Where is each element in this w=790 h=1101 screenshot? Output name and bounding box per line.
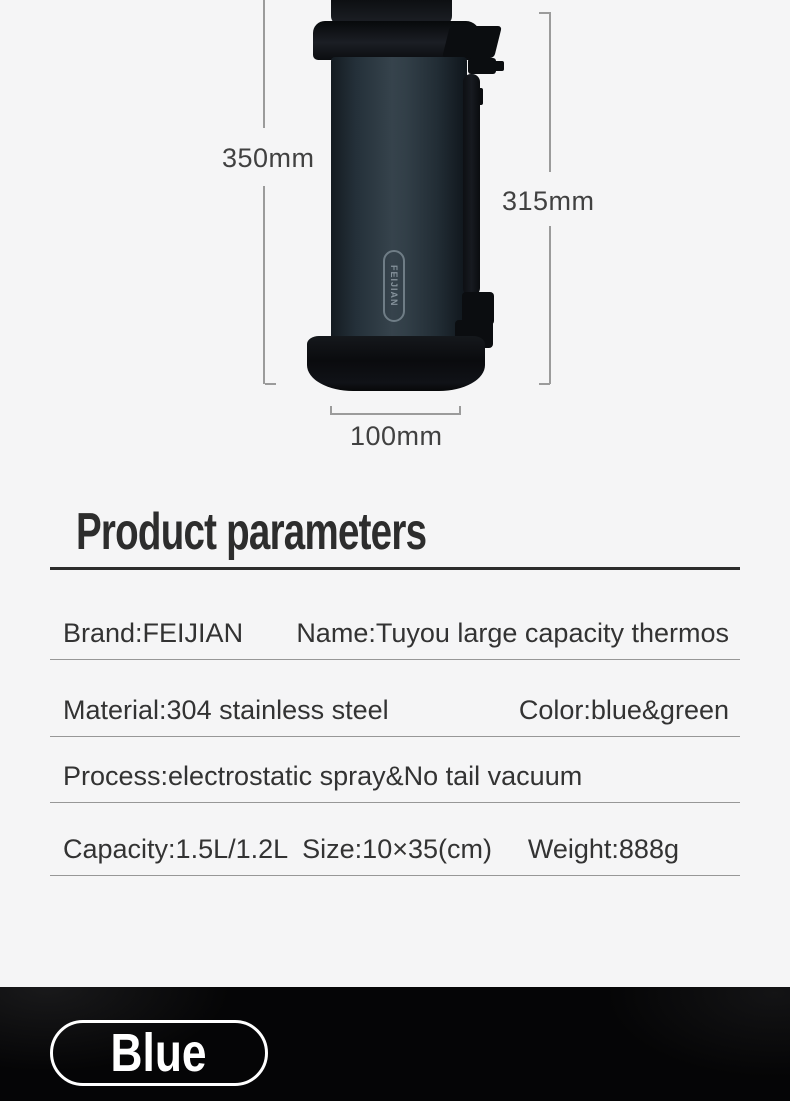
spec-row bbox=[50, 737, 740, 803]
spec-cell-process: Process:electrostatic spray&No tail vacuum bbox=[63, 761, 583, 791]
bottle-handle-clip-top bbox=[468, 58, 496, 74]
spec-cell-color: Color:blue&green bbox=[518, 695, 729, 725]
color-variant-badge bbox=[50, 1020, 268, 1086]
color-variant-label: Blue bbox=[111, 1023, 207, 1083]
bottle-handle-strap bbox=[463, 74, 480, 296]
spec-table bbox=[50, 570, 740, 876]
bottle-handle-mount bbox=[442, 26, 502, 58]
bottle-brand-logo: FEIJIAN bbox=[383, 250, 405, 322]
bottle-handle-knob bbox=[494, 61, 504, 71]
dimension-line-left-bottom bbox=[263, 186, 265, 384]
spec-cell-name: Name:Tuyou large capacity thermos bbox=[296, 618, 729, 648]
dimension-line-right-top bbox=[549, 12, 551, 172]
dimension-label-right: 315mm bbox=[502, 186, 595, 216]
spec-cell-size: Size:10×35(cm) bbox=[302, 834, 492, 864]
section-title-text: Product parameters bbox=[76, 503, 427, 561]
dimension-cap-left-bottom bbox=[265, 383, 276, 385]
specs-section bbox=[0, 504, 790, 987]
spec-cell-material: Material:304 stainless steel bbox=[63, 695, 389, 725]
spec-row bbox=[50, 570, 740, 660]
spec-cell-brand: Brand:FEIJIAN bbox=[63, 618, 244, 648]
spec-row bbox=[50, 660, 740, 737]
dimension-bracket-bottom bbox=[330, 406, 461, 415]
spec-row bbox=[50, 803, 740, 876]
dimension-label-bottom: 100mm bbox=[350, 421, 443, 451]
dimension-line-right-bottom bbox=[549, 226, 551, 384]
dimension-cap-right-bottom bbox=[539, 383, 550, 385]
dimension-label-left: 350mm bbox=[222, 143, 315, 173]
spec-cell-weight: Weight:888g bbox=[527, 834, 679, 864]
spec-cell-capacity: Capacity:1.5L/1.2L bbox=[63, 834, 289, 864]
product-photo-section bbox=[0, 0, 790, 460]
dimension-line-left-top bbox=[263, 0, 265, 128]
color-variant-section bbox=[0, 987, 790, 1101]
section-title bbox=[50, 504, 740, 570]
bottle-base bbox=[307, 336, 485, 391]
